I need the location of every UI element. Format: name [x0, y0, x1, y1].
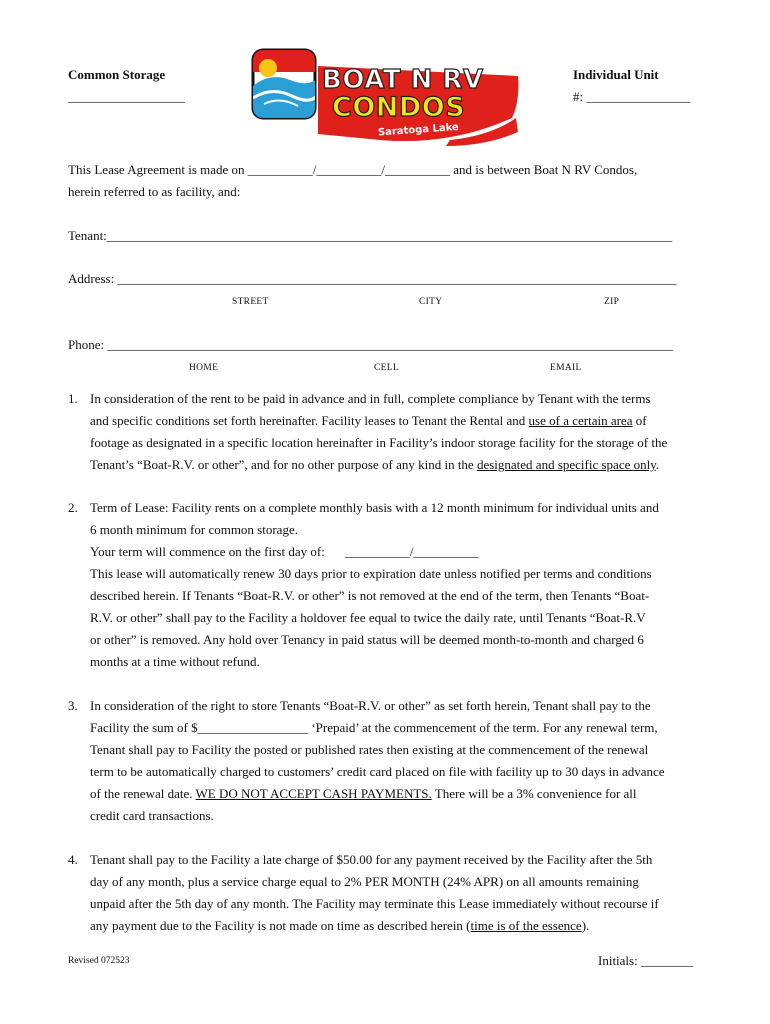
section-line: or other” is removed. Any hold over Tenancy in paid status will be deemed month-to-month and charged 6	[90, 632, 644, 647]
section-number: 4.	[68, 852, 78, 867]
phone-email-label: EMAIL	[550, 363, 582, 373]
section-line: Facility the sum of $_________________ ‘Prepaid’ at the commencement of the term. For any renewal term,	[90, 720, 658, 735]
underlined-text: designated and specific space only	[476, 457, 656, 472]
intro-line-2: herein referred to as facility, and:	[68, 184, 241, 199]
section-2	[68, 497, 710, 673]
section-1	[68, 388, 710, 476]
section-number: 1.	[68, 391, 78, 406]
revision-note: Revised 072523	[68, 956, 130, 966]
section-line: Tenant shall pay to the Facility a late charge of $50.00 for any payment received by the Facility after the 5th	[90, 852, 653, 867]
individual-unit-label: Individual Unit	[573, 67, 659, 82]
logo-line1: BOAT N RV	[322, 65, 484, 95]
phone-field[interactable]: Phone: _______________________________________________________________________________________	[68, 337, 673, 352]
term-start-blank[interactable]: __________/__________	[344, 544, 479, 559]
common-storage-blank[interactable]: __________________	[68, 89, 185, 104]
section-line: Tenant shall pay to Facility the posted or published rates then existing at the commencement of the renewal	[90, 742, 649, 757]
section-line: Term of Lease: Facility rents on a complete monthly basis with a 12 month minimum for individual units and	[90, 500, 659, 515]
section-line: This lease will automatically renew 30 days prior to expiration date unless notified per terms and conditions	[90, 566, 652, 581]
section-line: Your term will commence on the first day of: __________/__________	[90, 544, 479, 559]
section-4	[68, 849, 710, 937]
section-line: In consideration of the right to store Tenants “Boat-R.V. or other” as set forth herein, Tenant shall pay to the	[90, 698, 651, 713]
address-street-label: STREET	[232, 297, 269, 307]
underlined-text: WE DO NOT ACCEPT CASH PAYMENTS.	[195, 786, 432, 801]
phone-cell-label: CELL	[374, 363, 399, 373]
section-line: of the renewal date. WE DO NOT ACCEPT CASH PAYMENTS. There will be a 3% convenience for all	[90, 786, 637, 801]
section-line: unpaid after the 5th day of any month. The Facility may terminate this Lease immediately without recourse if	[90, 896, 659, 911]
company-logo	[250, 46, 522, 146]
logo-line2: CONDOS	[332, 92, 466, 123]
section-line: term to be automatically charged to customers’ credit card placed on file with facility up to 30 days in advance	[90, 764, 665, 779]
logo-tagline: Saratoga Lake	[377, 121, 460, 139]
address-field[interactable]: Address: ______________________________________________________________________________________	[68, 271, 677, 286]
section-number: 2.	[68, 500, 78, 515]
section-line: day of any month, plus a service charge equal to 2% PER MONTH (24% APR) on all amounts remaining	[90, 874, 639, 889]
intro-line-1: This Lease Agreement is made on __________/__________/__________ and is between Boat N RV Condos,	[68, 162, 638, 177]
section-3	[68, 695, 710, 827]
section-number: 3.	[68, 698, 78, 713]
tenant-field[interactable]: Tenant:_______________________________________________________________________________________	[68, 228, 673, 243]
underlined-text: time is of the essence	[470, 918, 582, 933]
section-line: described herein. If Tenants “Boat-R.V. or other” is not removed at the end of the term, then Tenants “Boat-	[90, 588, 650, 603]
section-line: months at a time without refund.	[90, 654, 260, 669]
logo-graphic	[250, 46, 522, 146]
phone-home-label: HOME	[189, 363, 219, 373]
section-line: footage as designated in a specific location hereinafter in Facility’s indoor storage facility for the storage of the	[90, 435, 668, 450]
section-line: any payment due to the Facility is not made on time as described herein (time is of the essence).	[90, 918, 590, 933]
address-city-label: CITY	[419, 297, 443, 307]
section-line: Tenant’s “Boat-R.V. or other”, and for no other purpose of any kind in the designated and specific space only.	[90, 457, 660, 472]
section-line: 6 month minimum for common storage.	[90, 522, 298, 537]
section-line: R.V. or other” shall pay to the Facility a holdover fee equal to twice the daily rate, until Tenants “Boat-R.V	[90, 610, 646, 625]
individual-unit-blank[interactable]: #: ________________	[573, 89, 691, 104]
section-line: credit card transactions.	[90, 808, 214, 823]
section-line: and specific conditions set forth hereinafter. Facility leases to Tenant the Rental and use of a certain area of	[90, 413, 647, 428]
common-storage-label: Common Storage	[68, 67, 166, 82]
underlined-text: use of a certain area	[528, 413, 633, 428]
section-line: In consideration of the rent to be paid in advance and in full, complete compliance by Tenant with the terms	[90, 391, 651, 406]
address-zip-label: ZIP	[604, 297, 620, 307]
initials-field[interactable]: Initials: ________	[598, 953, 693, 968]
